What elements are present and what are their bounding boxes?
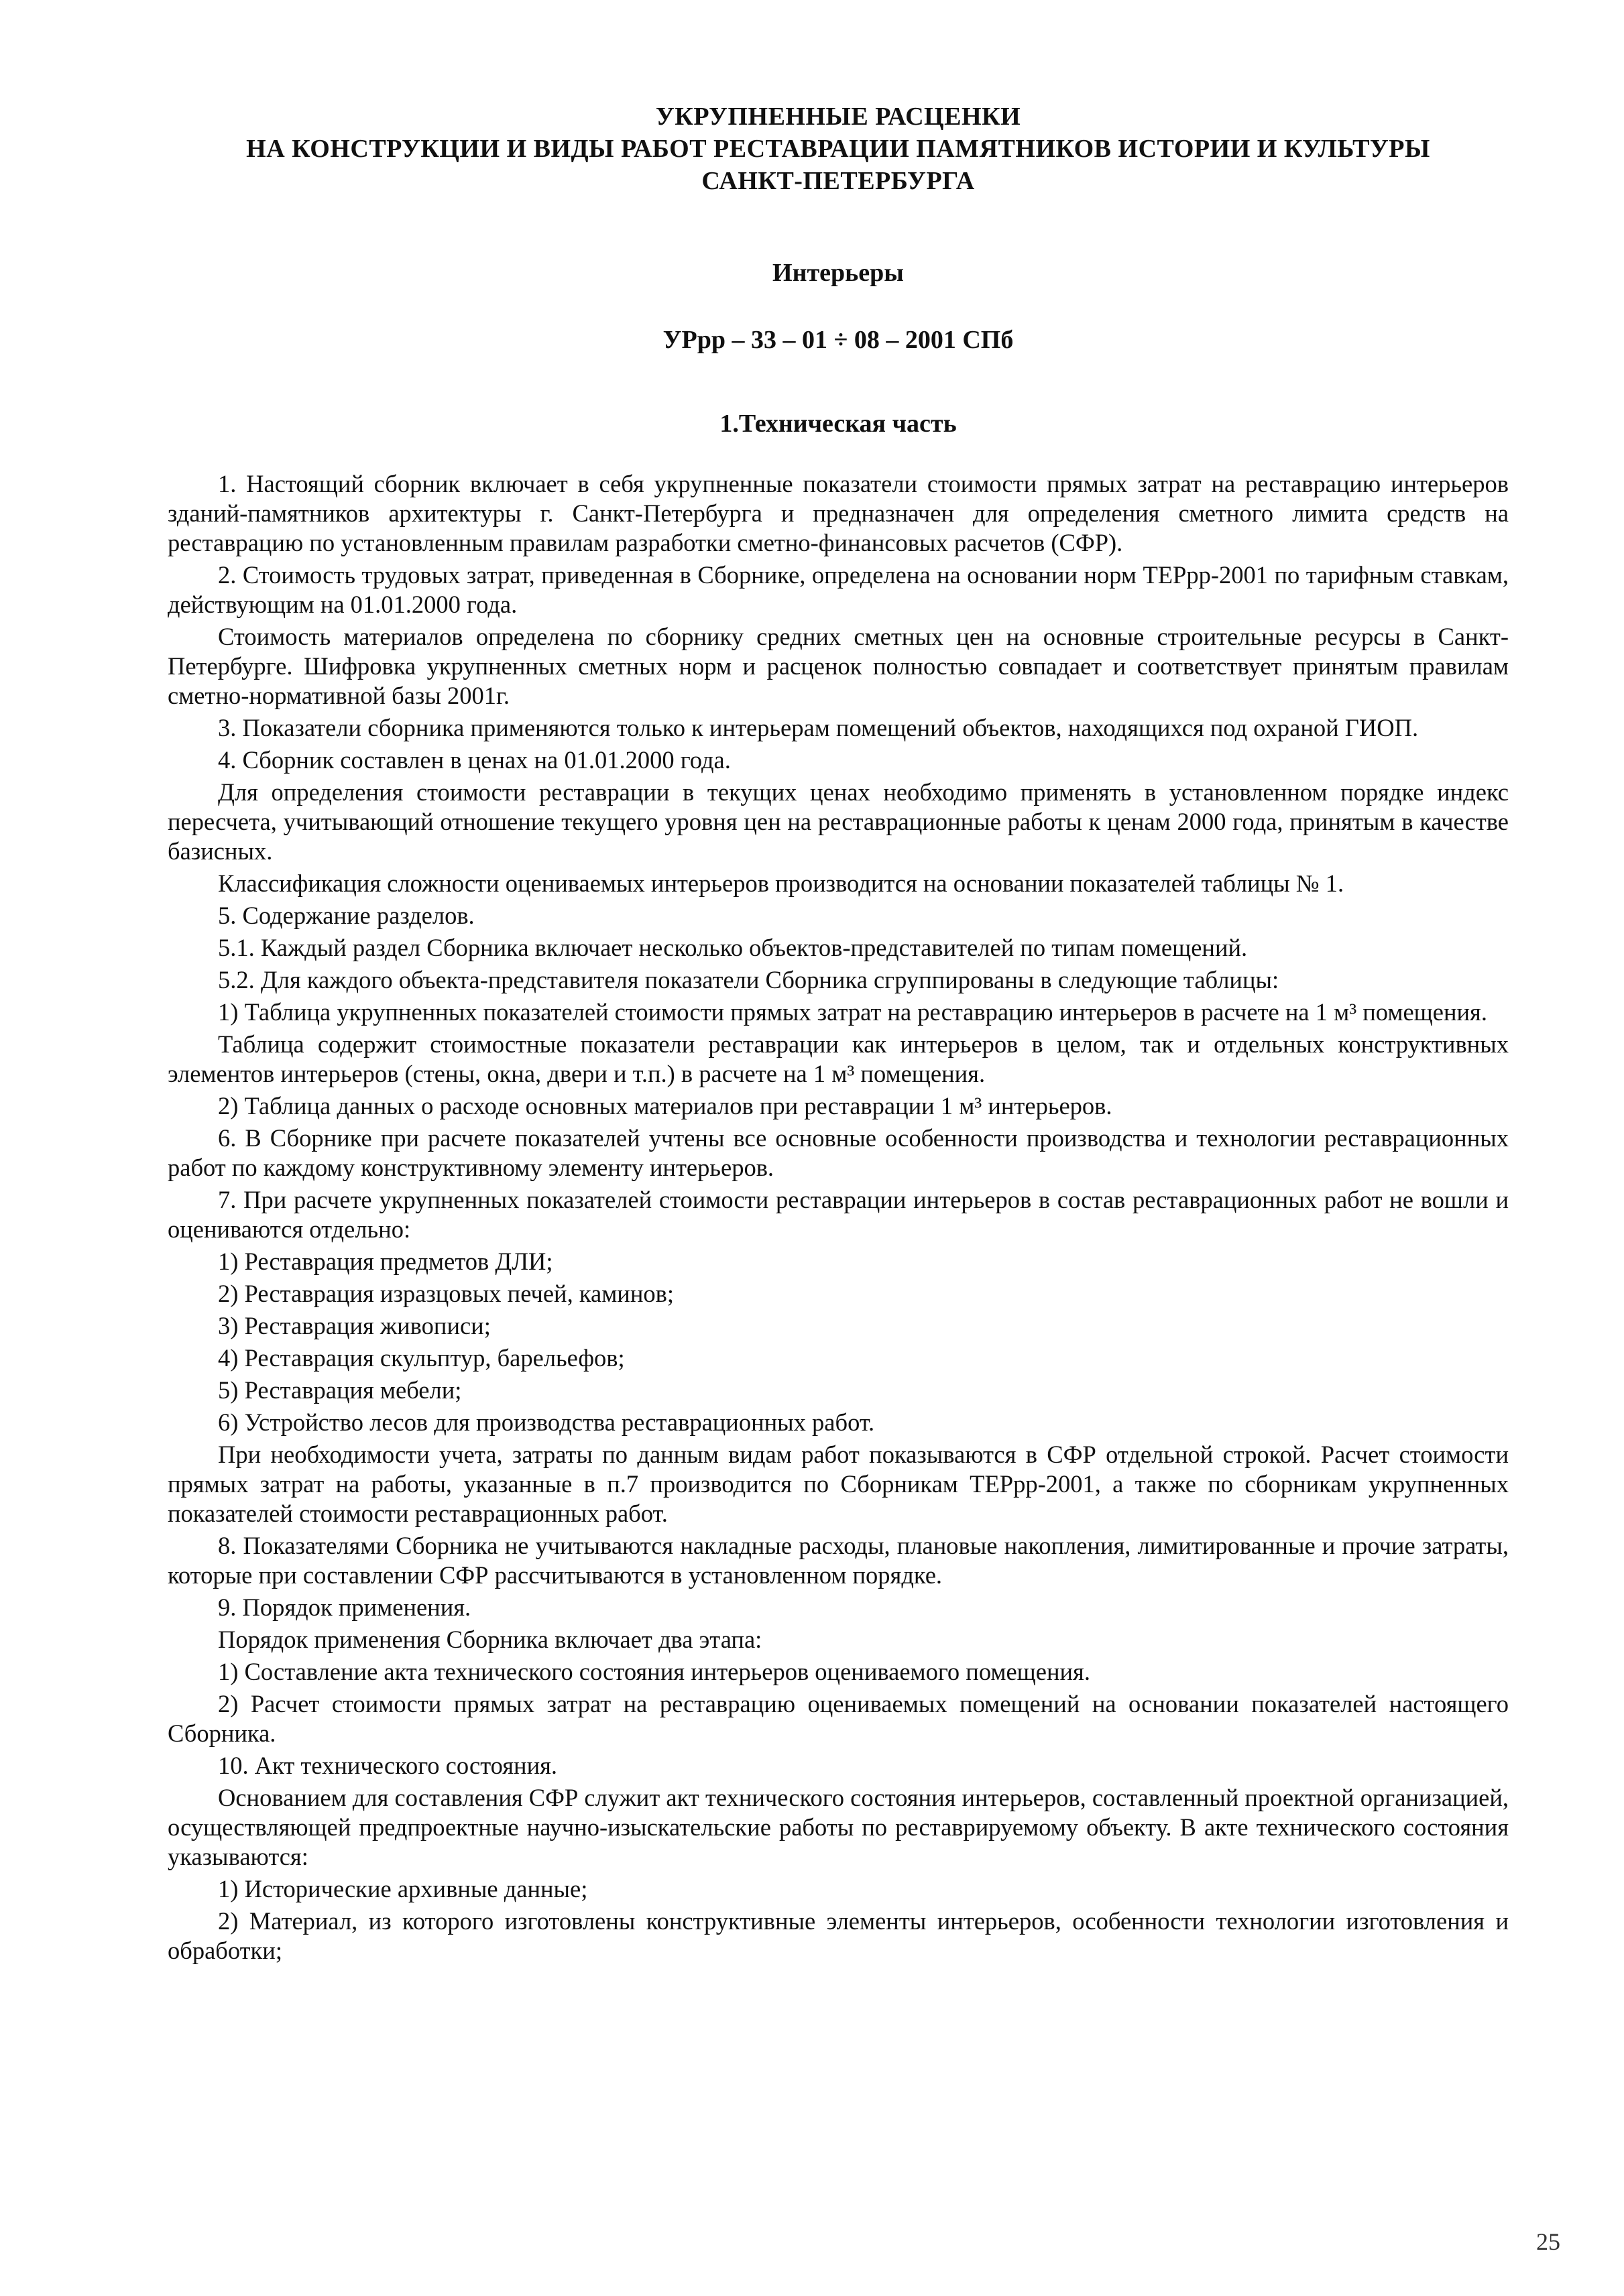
document-code: УРрр – 33 – 01 ÷ 08 – 2001 СПб	[662, 326, 1014, 354]
paragraph: 4. Сборник составлен в ценах на 01.01.2000 года.	[218, 746, 731, 774]
paragraph: Основанием для составления СФР служит акт технического состояния интерьеров, составленный проектной организацией, осуществляющей предпроектные научно-изыскательские работы по реставрируемому объекту. В акте технического состояния указываются:	[168, 1784, 1509, 1870]
list-item: 1) Реставрация предметов ДЛИ;	[218, 1248, 553, 1275]
section-title: Интерьеры	[772, 259, 904, 287]
list-item: 1) Составление акта технического состояния интерьеров оцениваемого помещения.	[218, 1658, 1090, 1685]
list-item: 5) Реставрация мебели;	[218, 1376, 462, 1404]
page-number: 25	[1536, 2228, 1560, 2255]
paragraph: 6. В Сборнике при расчете показателей учтены все основные особенности производства и технологии реставрационных работ по каждому конструктивному элементу интерьеров.	[168, 1124, 1509, 1181]
title-line-3: САНКТ-ПЕТЕРБУРГА	[701, 167, 975, 195]
paragraph: Порядок применения Сборника включает два этапа:	[218, 1626, 762, 1653]
paragraph: 10. Акт технического состояния.	[218, 1752, 558, 1779]
paragraph: 5. Содержание разделов.	[218, 902, 475, 929]
list-item: 2) Материал, из которого изготовлены конструктивные элементы интерьеров, особенности технологии изготовления и обработки;	[168, 1907, 1509, 1964]
paragraph: 5.1. Каждый раздел Сборника включает несколько объектов-представителей по типам помещений.	[218, 934, 1248, 961]
document-header	[168, 101, 1509, 197]
paragraph: 2. Стоимость трудовых затрат, приведенная в Сборнике, определена на основании норм ТЕРрр-2001 по тарифным ставкам, действующим на 01.01.2000 года.	[168, 561, 1509, 618]
paragraph: Классификация сложности оцениваемых интерьеров производится на основании показателей таблицы № 1.	[218, 869, 1344, 897]
paragraph: Таблица содержит стоимостные показатели реставрации как интерьеров в целом, так и отдельных конструктивных элементов интерьеров (стены, окна, двери и т.п.) в расчете на 1 м³ помещения.	[168, 1030, 1509, 1087]
paragraph: 1) Таблица укрупненных показателей стоимости прямых затрат на реставрацию интерьеров в расчете на 1 м³ помещения.	[218, 998, 1487, 1026]
list-item: 2) Реставрация изразцовых печей, каминов;	[218, 1280, 674, 1307]
list-item: 2) Расчет стоимости прямых затрат на реставрацию оцениваемых помещений на основании показателей настоящего Сборника.	[168, 1690, 1509, 1747]
list-item: 1) Исторические архивные данные;	[218, 1875, 588, 1902]
title-line-1: УКРУПНЕННЫЕ РАСЦЕНКИ	[655, 103, 1021, 131]
paragraph: 2) Таблица данных о расходе основных материалов при реставрации 1 м³ интерьеров.	[218, 1092, 1112, 1120]
paragraph: 7. При расчете укрупненных показателей стоимости реставрации интерьеров в состав реставрационных работ не вошли и оцениваются отдельно:	[168, 1186, 1509, 1243]
paragraph: 9. Порядок применения.	[218, 1593, 471, 1621]
body-text	[168, 469, 1509, 1968]
paragraph: При необходимости учета, затраты по данным видам работ показываются в СФР отдельной строкой. Расчет стоимости прямых затрат на работы, указанные в п.7 производится по Сборникам ТЕРрр-2001, а также по сборникам укрупненных показателей стоимости реставрационных работ.	[168, 1441, 1509, 1527]
part-title: 1.Техническая часть	[719, 410, 957, 438]
paragraph: 5.2. Для каждого объекта-представителя показатели Сборника сгруппированы в следующие таблицы:	[218, 966, 1279, 993]
paragraph: Для определения стоимости реставрации в текущих ценах необходимо применять в установленном порядке индекс пересчета, учитывающий отношение текущего уровня цен на реставрационные работы к ценам 2000 года, принятым в качестве базисных.	[168, 778, 1509, 865]
paragraph: 1. Настоящий сборник включает в себя укрупненные показатели стоимости прямых затрат на реставрацию интерьеров зданий-памятников архитектуры г. Санкт-Петербурга и предназначен для определения сметного лимита средств на реставрацию по установленным правилам разработки сметно-финансовых расчетов (СФР).	[168, 470, 1509, 556]
list-item: 6) Устройство лесов для производства реставрационных работ.	[218, 1408, 875, 1436]
title-line-2: НА КОНСТРУКЦИИ И ВИДЫ РАБОТ РЕСТАВРАЦИИ ПАМЯТНИКОВ ИСТОРИИ И КУЛЬТУРЫ	[246, 135, 1430, 163]
list-item: 3) Реставрация живописи;	[218, 1312, 491, 1339]
paragraph: 3. Показатели сборника применяются только к интерьерам помещений объектов, находящихся под охраной ГИОП.	[218, 714, 1419, 741]
paragraph: Стоимость материалов определена по сборнику средних сметных цен на основные строительные ресурсы в Санкт-Петербурге. Шифровка укрупненных сметных норм и расценок полностью совпадает и соответствует принятым правилам сметно-нормативной базы 2001г.	[168, 623, 1509, 709]
paragraph: 8. Показателями Сборника не учитываются накладные расходы, плановые накопления, лимитированные и прочие затраты, которые при составлении СФР рассчитываются в установленном порядке.	[168, 1532, 1509, 1589]
list-item: 4) Реставрация скульптур, барельефов;	[218, 1344, 625, 1372]
